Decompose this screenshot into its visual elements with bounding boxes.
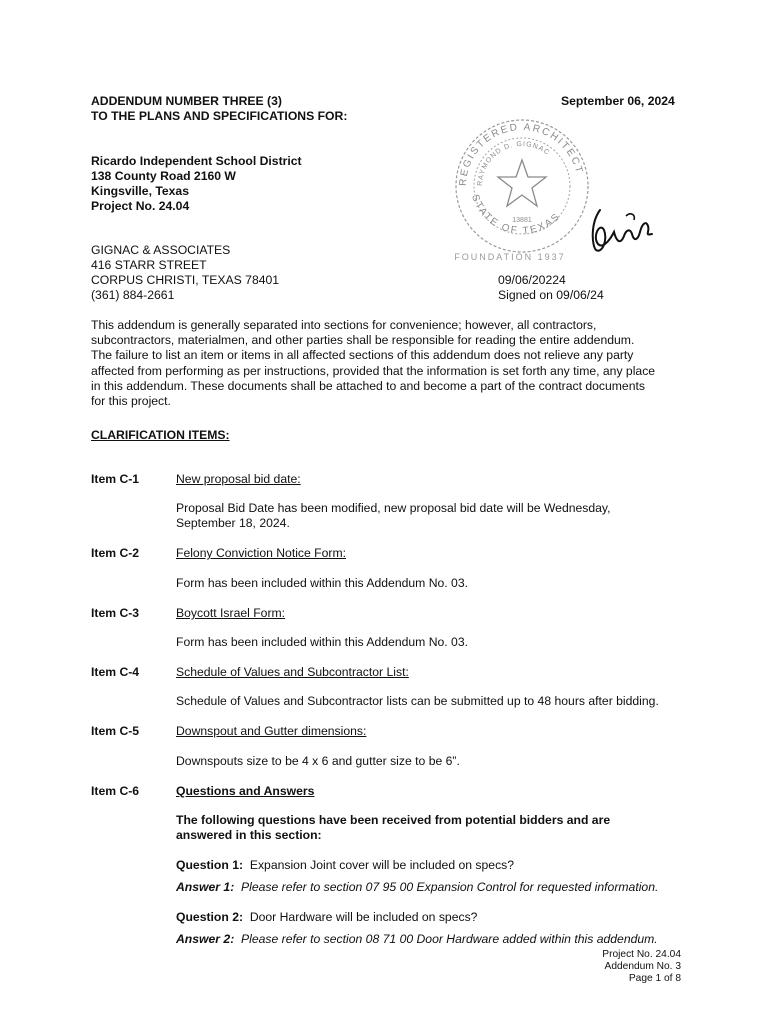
addendum-subtitle: TO THE PLANS AND SPECIFICATIONS FOR: [91, 109, 348, 123]
item-label: Item C-3 [91, 606, 140, 620]
item-heading: Downspout and Gutter dimensions: [176, 724, 367, 738]
seal-star-icon [498, 160, 546, 206]
question-label: Question 2: [176, 910, 244, 924]
seal-name-text: RAYMOND D. GIGNAC [476, 140, 551, 187]
intro-line: subcontractors, materialmen, and other parties shall be responsible for reading the entire addendum. [91, 333, 635, 348]
item-heading: New proposal bid date: [176, 472, 301, 486]
item-body-line: Form has been included within this Addendum No. 03. [176, 576, 468, 590]
item-body-line: Downspouts size to be 4 x 6 and gutter size to be 6”. [176, 754, 460, 768]
answer-label: Answer 1: [176, 880, 235, 894]
intro-line: for this project. [91, 394, 171, 409]
item-heading: Questions and Answers [176, 784, 315, 798]
owner-project: Project No. 24.04 [91, 199, 190, 213]
architect-seal-image [452, 110, 592, 262]
signature-date: 09/06/20224 [498, 273, 566, 287]
intro-line: This addendum is generally separated into sections for convenience; however, all contractors, [91, 318, 597, 332]
svg-text:REGISTERED ARCHITECT [458, 122, 585, 186]
architect-phone: (361) 884-2661 [91, 288, 175, 302]
item-heading: Boycott Israel Form: [176, 606, 286, 620]
intro-line: in this addendum. These documents shall be attached to and become a part of the contract documents [91, 378, 645, 393]
item-body-line: Schedule of Values and Subcontractor lists can be submitted up to 48 hours after bidding. [176, 694, 659, 708]
intro-paragraph [91, 318, 681, 409]
answer-text: Please refer to section 08 71 00 Door Hardware added within this addendum. [241, 932, 658, 946]
svg-text:RAYMOND D. GIGNAC [477, 141, 551, 186]
item-label: Item C-4 [91, 665, 140, 679]
answer-1 [176, 880, 658, 894]
architect-street: 416 STARR STREET [91, 258, 207, 272]
seal-state-text: STATE OF TEXAS [469, 193, 563, 237]
item-heading: Felony Conviction Notice Form: [176, 546, 347, 560]
item-body-line: Proposal Bid Date has been modified, new proposal bid date will be Wednesday, [176, 501, 611, 515]
intro-line: The failure to list an item or items in all affected sections of this addendum does not relieve any party [91, 348, 634, 363]
qa-intro [176, 813, 686, 843]
seal-outer-text: REGISTERED ARCHITECT [457, 121, 585, 187]
item-body [176, 501, 686, 531]
signature-image [586, 206, 658, 258]
question-2 [176, 910, 477, 924]
item-body-line: September 18, 2024. [176, 516, 290, 530]
seal-number: 13881 [512, 217, 532, 224]
clarification-heading: CLARIFICATION ITEMS: [91, 428, 230, 442]
architect-city: CORPUS CHRISTI, TEXAS 78401 [91, 273, 280, 287]
footer-addendum: Addendum No. 3 [604, 961, 681, 972]
seal-bottom-text: FOUNDATION 1937 [454, 252, 566, 262]
footer-project: Project No. 24.04 [602, 949, 681, 960]
owner-name: Ricardo Independent School District [91, 154, 302, 168]
answer-text: Please refer to section 07 95 00 Expansion Control for requested information. [241, 880, 659, 894]
owner-address: 138 County Road 2160 W [91, 169, 236, 183]
question-text: Door Hardware will be included on specs? [249, 910, 478, 924]
intro-line: affected from performing as per instructions, provided that the information is set forth any time, any place [91, 363, 656, 378]
question-label: Question 1: [176, 858, 244, 872]
addendum-title: ADDENDUM NUMBER THREE (3) [91, 94, 282, 108]
question-1 [176, 858, 514, 872]
item-label: Item C-6 [91, 784, 140, 798]
owner-city: Kingsville, Texas [91, 184, 189, 198]
page-footer [602, 949, 681, 985]
addendum-date: September 06, 2024 [561, 94, 675, 108]
architect-firm: GIGNAC & ASSOCIATES [91, 243, 231, 257]
qa-intro-line: The following questions have been received from potential bidders and are [176, 813, 611, 827]
answer-2 [176, 932, 658, 946]
question-text: Expansion Joint cover will be included on specs? [249, 858, 515, 872]
item-heading: Schedule of Values and Subcontractor List: [176, 665, 409, 679]
footer-page-number: Page 1 of 8 [628, 973, 681, 984]
item-label: Item C-2 [91, 546, 140, 560]
item-label: Item C-1 [91, 472, 140, 486]
qa-intro-line: answered in this section: [176, 828, 322, 842]
item-label: Item C-5 [91, 724, 140, 738]
signed-on-text: Signed on 09/06/24 [498, 288, 604, 302]
answer-label: Answer 2: [176, 932, 235, 946]
item-body-line: Form has been included within this Addendum No. 03. [176, 635, 468, 649]
